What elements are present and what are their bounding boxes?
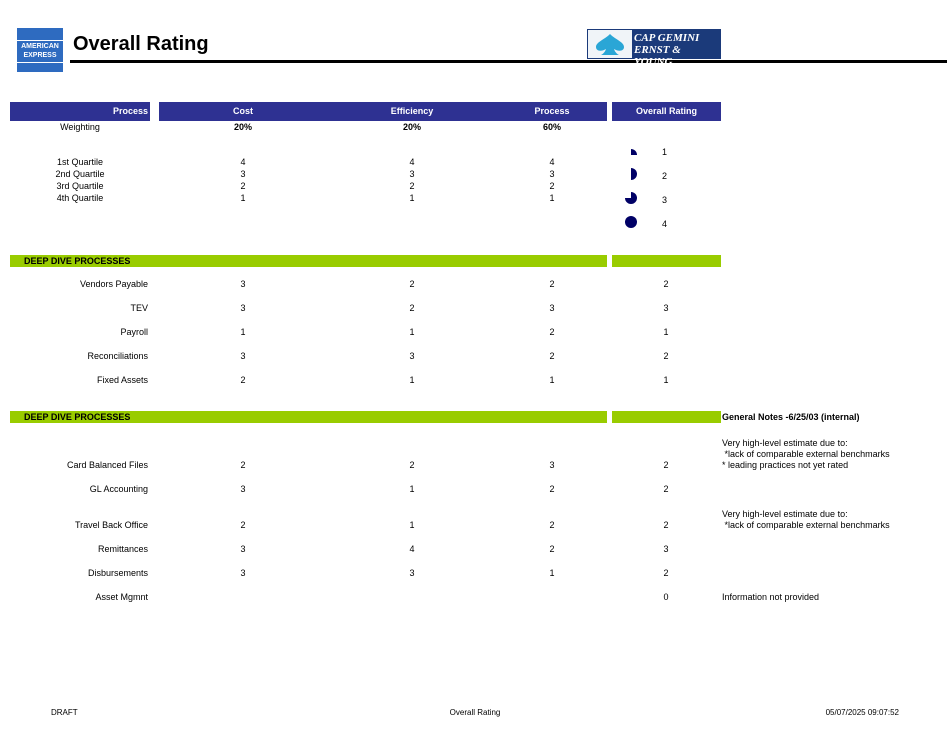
weighting-label: Weighting [60,122,100,132]
harvey-ball-quarter-icon [624,148,638,162]
quartile-cost: 2 [240,181,246,191]
column-header-overall-rating: Overall Rating [612,102,721,121]
quartile-cost: 3 [240,169,246,179]
column-header-process: Process [10,102,150,121]
efficiency-score: 3 [409,568,415,578]
efficiency-score: 2 [409,303,415,313]
efficiency-score: 1 [409,484,415,494]
quartile-row [30,169,602,181]
table-row [0,520,720,532]
process-name: Fixed Assets [96,375,148,385]
quartile-process: 2 [549,181,555,191]
note-line: *lack of comparable external benchmarks [722,520,890,530]
table-row [0,592,720,604]
footer-draft: DRAFT [51,708,78,717]
weighting-efficiency: 20% [402,122,421,132]
cost-score: 3 [240,484,246,494]
quartile-row [30,157,602,169]
overall-score: 3 [663,544,669,554]
efficiency-score: 2 [409,279,415,289]
cap-gemini-logo [587,29,721,68]
quartile-process: 1 [549,193,555,203]
process-score: 2 [549,351,555,361]
partner-logo-line1: CAP GEMINI [634,32,700,44]
process-name: GL Accounting [89,484,148,494]
weighting-process: 60% [542,122,561,132]
quartile-table [30,157,602,205]
section-title: DEEP DIVE PROCESSES [24,256,131,266]
efficiency-score: 2 [409,460,415,470]
efficiency-score: 4 [409,544,415,554]
table-row [0,484,720,496]
process-score: 2 [549,520,555,530]
quartile-label: 1st Quartile [56,157,104,167]
rating-legend [620,144,680,234]
quartile-cost: 4 [240,157,246,167]
table-row [0,375,720,387]
process-name: Reconciliations [87,351,148,361]
process-name: Asset Mgmnt [95,592,148,602]
cost-score: 2 [240,375,246,385]
note-block [722,592,947,603]
quartile-efficiency: 2 [409,181,415,191]
note-block [722,438,947,471]
overall-score: 2 [663,279,669,289]
column-header-process-score: Process [534,106,570,116]
legend-value: 2 [662,171,668,181]
overall-score: 0 [663,592,669,602]
footer-title: Overall Rating [449,708,501,717]
overall-score: 3 [663,303,669,313]
cost-score: 3 [240,351,246,361]
notes-title: General Notes -6/25/03 (internal) [722,412,860,422]
table-row [0,460,720,472]
process-name: Card Balanced Files [66,460,148,470]
legend-value: 3 [662,195,668,205]
quartile-cost: 1 [240,193,246,203]
section-bar-overall [612,411,721,423]
note-line: * leading practices not yet rated [722,460,849,470]
partner-logo-line2: ERNST & YOUNG [634,44,681,68]
harvey-ball-half-icon [624,167,638,181]
overall-score: 1 [663,375,669,385]
quartile-efficiency: 1 [409,193,415,203]
overall-score: 1 [663,327,669,337]
column-header-cost: Cost [233,106,253,116]
weighting-cost: 20% [233,122,252,132]
overall-score: 2 [663,568,669,578]
section-bar-overall [612,255,721,267]
harvey-ball-full-icon [624,215,638,229]
process-score: 2 [549,544,555,554]
process-name: Travel Back Office [74,520,148,530]
quartile-row [30,181,602,193]
table-row [0,351,720,363]
overall-score: 2 [663,520,669,530]
table-row [0,568,720,580]
efficiency-score: 1 [409,375,415,385]
spade-icon [588,30,632,58]
quartile-label: 4th Quartile [56,193,104,203]
table-row [0,327,720,339]
process-score: 3 [549,303,555,313]
table-row [0,544,720,556]
process-score: 3 [549,460,555,470]
overall-score: 2 [663,484,669,494]
quartile-process: 3 [549,169,555,179]
legend-value: 4 [662,219,668,229]
title-rule [70,60,947,63]
quartile-row [30,193,602,205]
process-name: Vendors Payable [79,279,148,289]
process-name: Disbursements [87,568,148,578]
efficiency-score: 3 [409,351,415,361]
note-line: *lack of comparable external benchmarks [722,449,890,459]
process-name: Payroll [120,327,148,337]
logo-text: AMERICAN EXPRESS [17,40,63,63]
cost-score: 3 [240,568,246,578]
note-line: Information not provided [722,592,820,602]
note-line: Very high-level estimate due to: [722,509,848,519]
efficiency-score: 1 [409,520,415,530]
cost-score: 2 [240,520,246,530]
process-score: 1 [549,375,555,385]
quartile-efficiency: 4 [409,157,415,167]
quartile-label: 3rd Quartile [56,181,104,191]
legend-value: 1 [662,147,668,157]
process-score: 2 [549,484,555,494]
process-name: Remittances [97,544,148,554]
quartile-process: 4 [549,157,555,167]
quartile-efficiency: 3 [409,169,415,179]
column-header-efficiency: Efficiency [390,106,434,116]
cost-score: 2 [240,460,246,470]
note-block [722,509,947,531]
cost-score: 3 [240,279,246,289]
note-line: Very high-level estimate due to: [722,438,848,448]
cost-score: 3 [240,544,246,554]
table-row [0,303,720,315]
section-title: DEEP DIVE PROCESSES [24,412,131,422]
process-name: TEV [130,303,148,313]
process-score: 2 [549,327,555,337]
page-title: Overall Rating [73,33,209,55]
cost-score: 3 [240,303,246,313]
efficiency-score: 1 [409,327,415,337]
process-score: 2 [549,279,555,289]
american-express-logo [17,28,63,72]
harvey-ball-three-quarter-icon [624,191,638,205]
quartile-label: 2nd Quartile [55,169,105,179]
overall-score: 2 [663,460,669,470]
footer-timestamp: 05/07/2025 09:07:52 [825,708,899,717]
cost-score: 1 [240,327,246,337]
process-score: 1 [549,568,555,578]
overall-score: 2 [663,351,669,361]
table-row [0,279,720,291]
